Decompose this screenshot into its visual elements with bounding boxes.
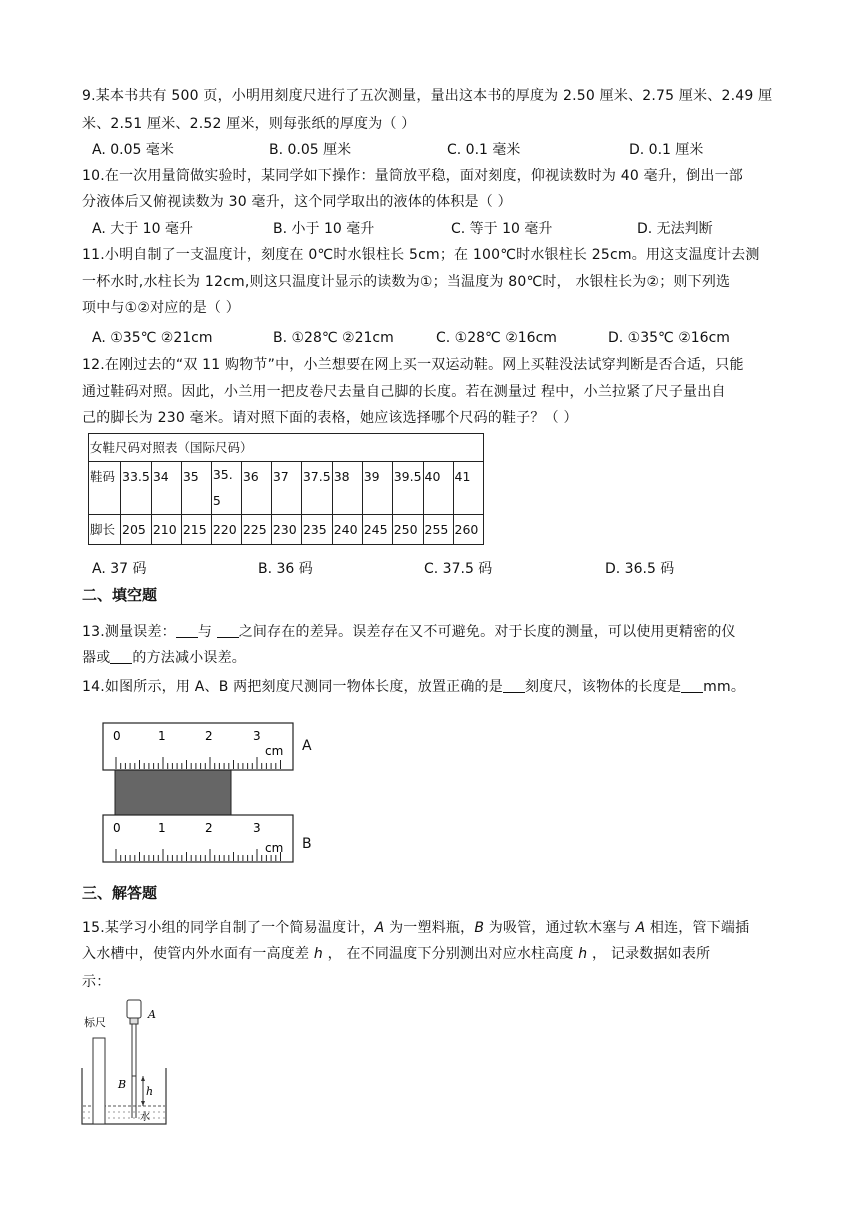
- length-cell: 230: [271, 515, 301, 545]
- q14-text-3: mm。: [703, 679, 746, 695]
- label-b: B: [118, 1078, 127, 1091]
- ruler-b-num-0: 0: [113, 821, 121, 835]
- ruler-a-num-0: 0: [113, 729, 121, 743]
- q15-line2: [82, 944, 710, 964]
- section-fill-in-title: 二、填空题: [82, 586, 158, 604]
- ruler-a-num-2: 2: [205, 729, 213, 743]
- cork: [130, 1018, 138, 1024]
- q15-var-a: A: [374, 920, 385, 936]
- q13-text-2: 与: [197, 624, 217, 640]
- size-cell: 37.5: [301, 462, 332, 515]
- length-cell: 215: [181, 515, 211, 545]
- measured-object: [115, 770, 231, 815]
- q12-line3: 己的脚长为 230 毫米。请对照下面的表格，她应该选择哪个尺码的鞋子？（ ）: [82, 410, 578, 426]
- ruler-b-num-3: 3: [253, 821, 261, 835]
- length-cell: 250: [392, 515, 423, 545]
- size-cell: 37: [271, 462, 301, 515]
- q12-option-c[interactable]: C. 37.5 码: [424, 561, 493, 577]
- q9-options: [0, 140, 860, 160]
- q9-option-b[interactable]: B. 0.05 厘米: [269, 142, 352, 158]
- scale-ruler: [93, 1038, 105, 1124]
- label-a: A: [148, 1008, 156, 1021]
- height-arrow-top: [141, 1076, 145, 1081]
- q13-text-1: 13.测量误差：: [82, 624, 176, 640]
- q12-line1: 12.在刚过去的“双 11 购物节”中，小兰想要在网上买一双运动鞋。网上买鞋没法试穿判断是否合适，只能: [82, 357, 744, 373]
- size-cell: 38: [332, 462, 362, 515]
- length-cell: 240: [332, 515, 362, 545]
- q15-var-b: B: [474, 920, 485, 936]
- q12-line2: 通过鞋码对照。因此，小兰用一把皮卷尺去量自己脚的长度。若在测量过 程中，小兰拉紧了尺子量出自: [82, 384, 726, 400]
- q13-line1: [82, 622, 736, 642]
- size-cell: 33.5: [121, 462, 152, 515]
- size-cell: 35: [181, 462, 211, 515]
- q11-option-d[interactable]: D. ①35℃ ②16cm: [608, 330, 730, 346]
- q12-option-d[interactable]: D. 36.5 码: [605, 561, 675, 577]
- q13-text-3: 之间存在的差异。误差存在又不可避免。对于长度的测量，可以使用更精密的仪: [238, 624, 736, 640]
- q13-text-4: 器或: [82, 650, 111, 666]
- size-cell: 36: [241, 462, 271, 515]
- q10-option-c[interactable]: C. 等于 10 毫升: [451, 221, 553, 237]
- q10-line2: 分液体后又俯视读数为 30 毫升，这个同学取出的液体的体积是（ ）: [82, 194, 512, 210]
- size-cell: 34: [151, 462, 181, 515]
- length-cell: 260: [453, 515, 483, 545]
- q15-text-6: ， 在不同温度下分别测出对应水柱高度: [322, 946, 579, 962]
- size-cell: 41: [453, 462, 483, 515]
- q10-option-d[interactable]: D. 无法判断: [637, 221, 713, 237]
- ruler-a-label: A: [302, 738, 312, 754]
- label-water: 水: [140, 1112, 150, 1123]
- height-arrow-bottom: [141, 1101, 145, 1106]
- table-row-lengths: [89, 515, 484, 545]
- q11-option-c[interactable]: C. ①28℃ ②16cm: [436, 330, 557, 346]
- q14-blank-2[interactable]: [681, 678, 703, 693]
- q13-line2: [82, 648, 246, 668]
- q15-var-h-2: h: [578, 946, 588, 962]
- length-cell: 220: [211, 515, 241, 545]
- row-label-length: 脚长: [89, 515, 121, 545]
- plastic-bottle-a: [127, 1000, 141, 1018]
- row-label-size: 鞋码: [89, 462, 121, 515]
- q12-options: [0, 559, 860, 579]
- length-cell: 205: [121, 515, 152, 545]
- section-answer-title: 三、解答题: [82, 884, 158, 902]
- q13-text-5: 的方法减小误差。: [132, 650, 247, 666]
- ruler-a-unit: cm: [265, 744, 284, 758]
- q15-line3: 示：: [82, 974, 111, 990]
- rulers-figure: [98, 718, 328, 864]
- q9-line1: 9.某本书共有 500 页，小明用刻度尺进行了五次测量，量出这本书的厚度为 2.50 厘米、2.75 厘米、2.49 厘: [82, 88, 773, 104]
- q10-option-a[interactable]: A. 大于 10 毫升: [92, 221, 193, 237]
- table-row-sizes: [89, 462, 484, 515]
- ruler-a-num-3: 3: [253, 729, 261, 743]
- shoe-size-table: [88, 433, 484, 545]
- ruler-b-num-1: 1: [158, 821, 166, 835]
- thermometer-figure: [80, 996, 180, 1128]
- length-cell: 235: [301, 515, 332, 545]
- q11-options: [0, 328, 860, 348]
- size-cell: 39: [362, 462, 392, 515]
- q13-blank-2[interactable]: [217, 623, 239, 638]
- length-cell: 255: [423, 515, 453, 545]
- ruler-b-label: B: [302, 836, 312, 852]
- ruler-b-unit: cm: [265, 841, 284, 855]
- q15-text-5: 入水槽中，使管内外水面有一高度差: [82, 946, 314, 962]
- q14-text-2: 刻度尺，该物体的长度是: [524, 679, 682, 695]
- q11-line3: 项中与①②对应的是（ ）: [82, 300, 240, 316]
- size-cell: 39.5: [392, 462, 423, 515]
- q15-line1: [82, 918, 749, 938]
- size-cell: 35. 5: [211, 462, 241, 515]
- q9-line2: 米、2.51 厘米、2.52 厘米，则每张纸的厚度为（ ）: [82, 116, 416, 132]
- q15-var-h: h: [313, 946, 323, 962]
- ruler-b-num-2: 2: [205, 821, 213, 835]
- q13-blank-3[interactable]: [110, 649, 132, 664]
- q14-blank-1[interactable]: [503, 678, 525, 693]
- q10-options: [0, 219, 860, 239]
- length-cell: 210: [151, 515, 181, 545]
- q15-text-3: 为吸管，通过软木塞与: [484, 920, 636, 936]
- table-title: 女鞋尺码对照表（国际尺码）: [89, 434, 484, 462]
- q9-option-c[interactable]: C. 0.1 毫米: [447, 142, 521, 158]
- q11-line1: 11.小明自制了一支温度计，刻度在 0℃时水银柱长 5cm；在 100℃时水银柱长 25cm。用这支温度计去测: [82, 247, 760, 263]
- q9-option-d[interactable]: D. 0.1 厘米: [629, 142, 704, 158]
- q10-line1: 10.在一次用量筒做实验时，某同学如下操作：量筒放平稳，面对刻度，仰视读数时为 40 毫升，倒出一部: [82, 168, 743, 184]
- length-cell: 225: [241, 515, 271, 545]
- q12-option-a[interactable]: A. 37 码: [92, 561, 147, 577]
- label-h: h: [146, 1085, 154, 1098]
- q13-blank-1[interactable]: [176, 623, 198, 638]
- q14-text-1: 14.如图所示，用 A、B 两把刻度尺测同一物体长度，放置正确的是: [82, 679, 503, 695]
- q11-option-a[interactable]: A. ①35℃ ②21cm: [92, 330, 213, 346]
- q15-var-a-2: A: [635, 920, 646, 936]
- q11-line2: 一杯水时,水柱长为 12cm,则这只温度计显示的读数为①；当温度为 80℃时， 水银柱长为②；则下列选: [82, 274, 731, 290]
- q14-line: [82, 677, 745, 697]
- q10-option-b[interactable]: B. 小于 10 毫升: [273, 221, 375, 237]
- q15-text-7: ， 记录数据如表所: [587, 946, 711, 962]
- q15-text-2: 为一塑料瓶，: [384, 920, 475, 936]
- q11-option-b[interactable]: B. ①28℃ ②21cm: [273, 330, 394, 346]
- q9-option-a[interactable]: A. 0.05 毫米: [92, 142, 174, 158]
- q12-option-b[interactable]: B. 36 码: [258, 561, 313, 577]
- size-cell: 40: [423, 462, 453, 515]
- q15-text-1: 15.某学习小组的同学自制了一个简易温度计，: [82, 920, 375, 936]
- q15-text-4: 相连，管下端插: [645, 920, 750, 936]
- scale-ruler-label: 标尺: [84, 1016, 106, 1029]
- length-cell: 245: [362, 515, 392, 545]
- ruler-a-num-1: 1: [158, 729, 166, 743]
